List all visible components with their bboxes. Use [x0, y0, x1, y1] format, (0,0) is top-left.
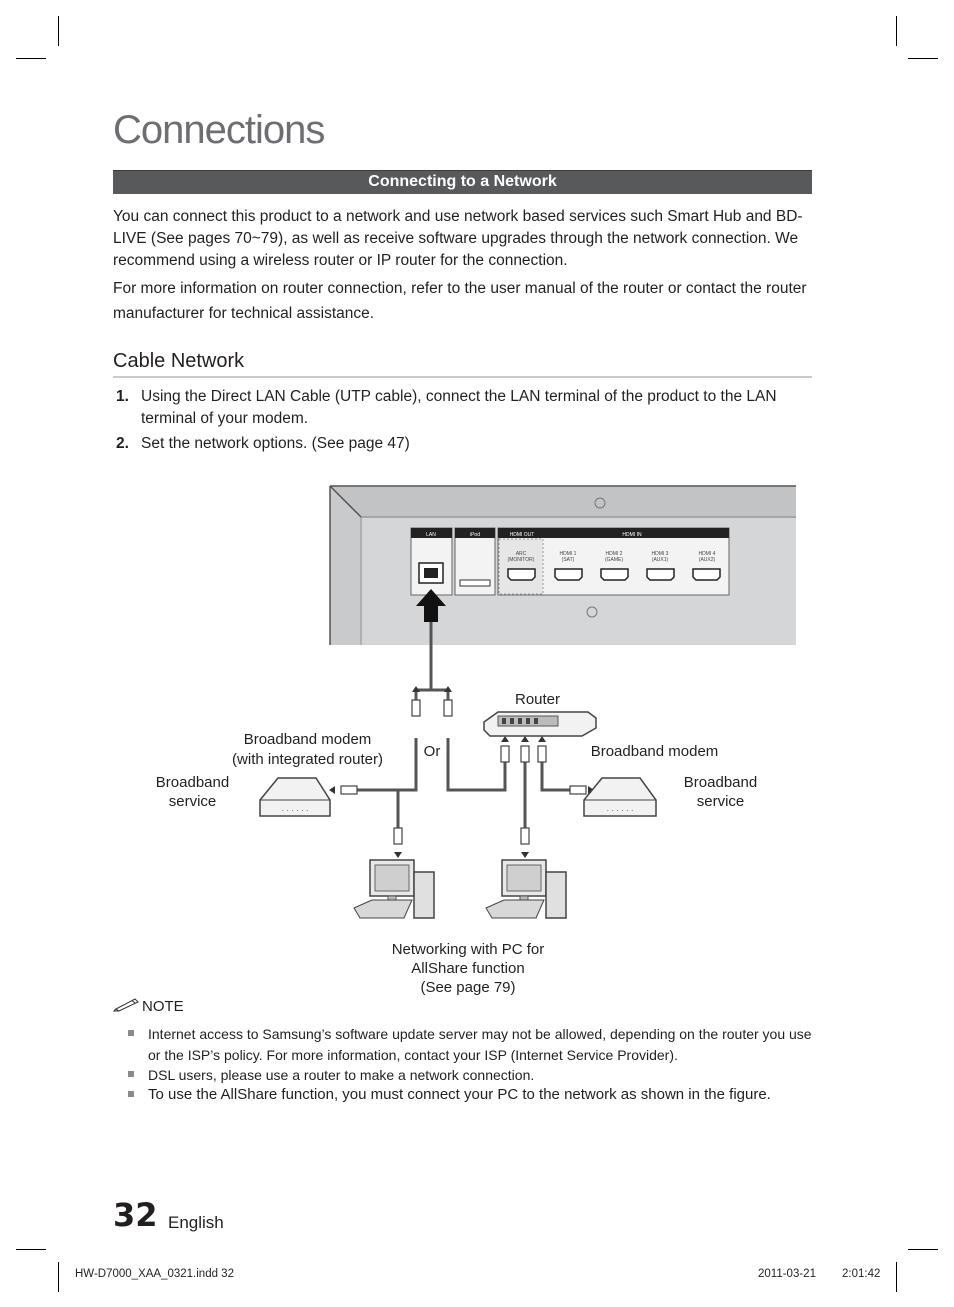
service-right-sublabel: service	[696, 793, 745, 810]
panel-label-hdmi3-sub: (AUX1)	[651, 557, 669, 563]
panel-label-hdmi4-sub: (AUX2)	[698, 557, 716, 563]
note-heading: NOTE	[142, 998, 184, 1015]
svg-text:· · · · · ·: · · · · · ·	[606, 806, 634, 815]
subheading: Cable Network	[113, 350, 245, 372]
service-left-sublabel: service	[168, 793, 217, 810]
panel-label-hdmi3: HDMI 3	[651, 551, 669, 557]
panel-label-hdmi1-sub: (SAT)	[561, 557, 575, 563]
pc-left-device	[354, 860, 434, 918]
panel-label-hdmi2: HDMI 2	[605, 551, 623, 557]
note-bullet	[128, 1024, 818, 1066]
panel-label-lan: LAN	[426, 532, 436, 538]
note-bullet-icon	[128, 1071, 134, 1077]
note-bullet	[128, 1085, 818, 1105]
note-bullet	[128, 1065, 818, 1085]
section-bar: Connecting to a Network	[113, 170, 812, 194]
modem-right-device	[584, 778, 656, 816]
or-label: Or	[423, 743, 441, 760]
modem-label: Broadband modem	[590, 743, 719, 760]
page-number: 32	[113, 1196, 158, 1234]
step-number: 1.	[116, 388, 129, 405]
note-bullet-text: Internet access to Samsung’s software update server may not be allowed, depending on the router you use or the ISP’s policy. For more information, contact your ISP (Internet Service Provider).	[148, 1026, 812, 1063]
step-number: 2.	[116, 435, 129, 452]
step-text: Set the network options. (See page 47)	[141, 435, 410, 452]
panel-label-arc-sub: (MONITOR)	[507, 557, 535, 563]
router-device	[484, 712, 596, 736]
panel-label-hdmi-out: HDMI OUT	[509, 532, 535, 538]
panel-label-hdmi-in: HDMI IN	[622, 532, 642, 538]
service-right-label: Broadband	[683, 774, 758, 791]
note-bullet-icon	[128, 1091, 134, 1097]
panel-label-ipod: iPod	[469, 532, 481, 538]
language-label: English	[168, 1213, 224, 1232]
pc-caption-line: Networking with PC for	[391, 941, 545, 958]
intro-paragraph: You can connect this product to a network and use network based services such Smart Hub and BD-LIVE (See pages 70~79), as well as receive software upgrades through the network connection. We recommend using a wireless router or IP router for the connection.	[113, 208, 803, 269]
panel-label-hdmi4: HDMI 4	[698, 551, 716, 557]
note-bullet-icon	[128, 1030, 134, 1036]
svg-text:· · · · · ·: · · · · · ·	[281, 806, 309, 815]
modem-integrated-sublabel: (with integrated router)	[232, 751, 383, 768]
pc-caption-line: AllShare function	[411, 960, 525, 977]
modem-left-device	[260, 778, 330, 816]
modem-integrated-label: Broadband modem	[243, 731, 372, 748]
panel-label-hdmi2-sub: (GAME)	[604, 557, 624, 563]
file-info: HW-D7000_XAA_0321.indd 32	[75, 1268, 234, 1280]
note-bullet-text: To use the AllShare function, you must connect your PC to the network as shown in the figure.	[148, 1086, 771, 1103]
step-text: Using the Direct LAN Cable (UTP cable), connect the LAN terminal of the product to the LAN terminal of your modem.	[141, 388, 777, 427]
panel-label-hdmi1: HDMI 1	[559, 551, 577, 557]
pencil-icon	[113, 996, 141, 1012]
note-bullet-text: DSL users, please use a router to make a network connection.	[148, 1067, 535, 1083]
print-time: 2:01:42	[842, 1268, 881, 1280]
router-label: Router	[514, 691, 561, 708]
intro-paragraph: For more information on router connection, refer to the user manual of the router or contact the router manufacturer for technical assistance.	[113, 280, 807, 322]
rear-panel	[330, 486, 796, 645]
page-title: Connections	[113, 108, 325, 152]
panel-label-arc: ARC	[515, 551, 527, 557]
service-left-label: Broadband	[155, 774, 230, 791]
pc-right-device	[486, 860, 566, 918]
pc-caption-line: (See page 79)	[420, 979, 516, 996]
print-date: 2011-03-21	[758, 1268, 816, 1280]
